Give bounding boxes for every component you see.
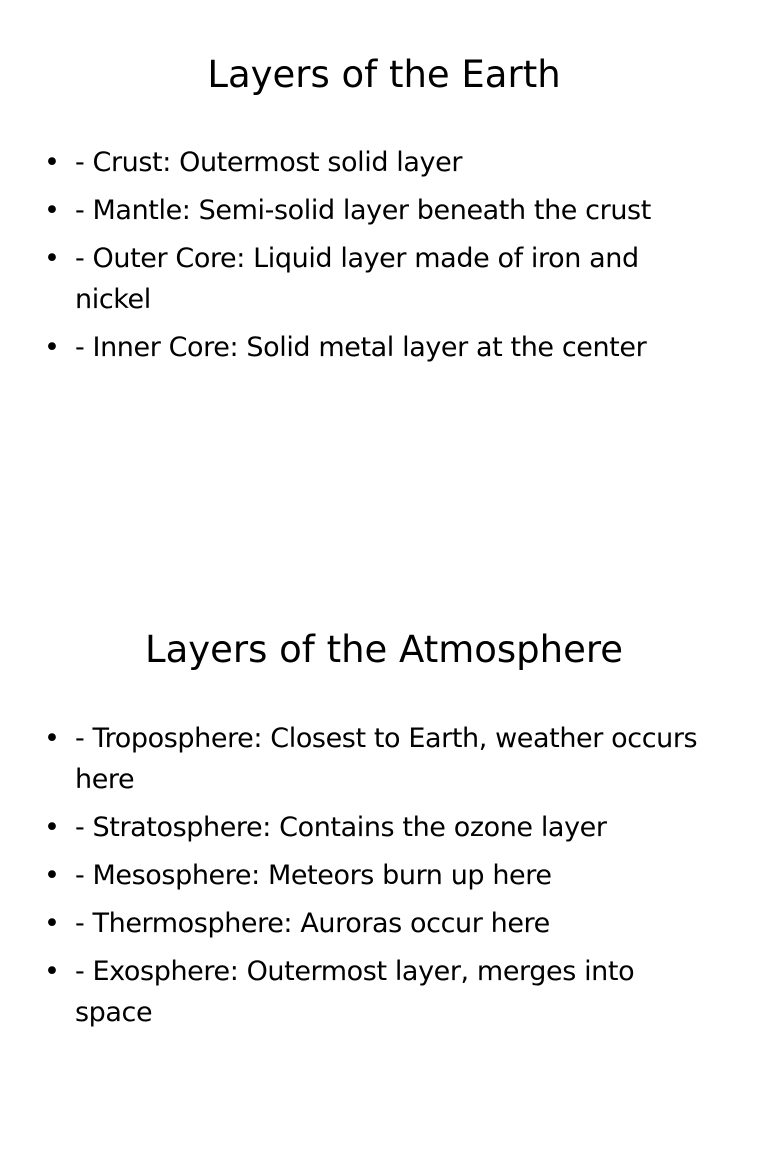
list-item-text: - Outer Core: Liquid layer made of iron and nickel bbox=[75, 243, 639, 315]
slide-atmosphere-layers bbox=[0, 576, 768, 1152]
list-item bbox=[0, 718, 700, 800]
bullet-icon: • bbox=[44, 147, 60, 178]
list-item bbox=[0, 855, 700, 896]
bullet-icon: • bbox=[44, 195, 60, 226]
bullet-icon: • bbox=[44, 860, 60, 891]
bullet-list bbox=[0, 718, 700, 1040]
list-item-text: - Mantle: Semi-solid layer beneath the crust bbox=[75, 195, 651, 226]
bullet-icon: • bbox=[44, 723, 60, 754]
bullet-list bbox=[0, 142, 700, 375]
slide-title: Layers of the Atmosphere bbox=[144, 628, 624, 671]
list-item-text: - Crust: Outermost solid layer bbox=[75, 147, 463, 178]
list-item bbox=[0, 951, 700, 1033]
bullet-icon: • bbox=[44, 956, 60, 987]
list-item bbox=[0, 327, 700, 368]
list-item-text: - Thermosphere: Auroras occur here bbox=[75, 908, 550, 939]
list-item-text: - Exosphere: Outermost layer, merges into space bbox=[75, 956, 635, 1028]
list-item bbox=[0, 142, 700, 183]
list-item bbox=[0, 238, 700, 320]
slide-title: Layers of the Earth bbox=[207, 53, 561, 96]
list-item-text: - Troposphere: Closest to Earth, weather occurs here bbox=[75, 723, 698, 795]
bullet-icon: • bbox=[44, 243, 60, 274]
list-item-text: - Stratosphere: Contains the ozone layer bbox=[75, 812, 607, 843]
list-item-text: - Inner Core: Solid metal layer at the center bbox=[75, 332, 647, 363]
list-item bbox=[0, 903, 700, 944]
bullet-icon: • bbox=[44, 332, 60, 363]
list-item bbox=[0, 807, 700, 848]
list-item bbox=[0, 190, 700, 231]
list-item-text: - Mesosphere: Meteors burn up here bbox=[75, 860, 552, 891]
bullet-icon: • bbox=[44, 812, 60, 843]
bullet-icon: • bbox=[44, 908, 60, 939]
